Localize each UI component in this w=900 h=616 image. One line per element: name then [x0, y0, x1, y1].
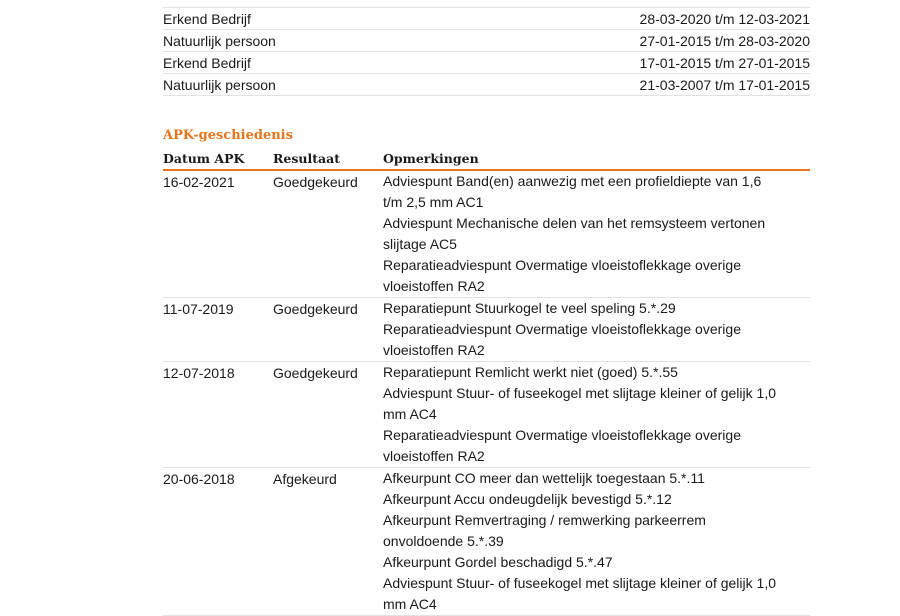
apk-history-table [163, 148, 810, 616]
apk-row [163, 362, 810, 468]
owner-history-list [163, 0, 810, 96]
owner-period: 28-03-2020 t/m 12-03-2021 [639, 10, 810, 27]
apk-remarks [383, 468, 810, 615]
apk-row [163, 171, 810, 298]
owner-row [163, 0, 810, 8]
apk-result: Afgekeurd [273, 471, 337, 487]
owner-type: Natuurlijk persoon [163, 76, 276, 93]
owner-row [163, 30, 810, 52]
apk-table-header [163, 148, 810, 171]
owner-period: 17-01-2015 t/m 27-01-2015 [639, 54, 810, 71]
remark: Reparatiepunt Stuurkogel te veel speling 5.*.29 [383, 300, 676, 316]
apk-section-title: APK-geschiedenis [163, 128, 293, 143]
apk-result: Goedgekeurd [273, 174, 358, 190]
owner-row [163, 74, 810, 96]
remark: Reparatiepunt Remlicht werkt niet (goed) 5.*.55 [383, 364, 678, 380]
remark: Reparatieadviespunt Overmatige vloeistoflekkage overige vloeistoffen RA2 [383, 427, 741, 464]
remark: Adviespunt Band(en) aanwezig met een profieldiepte van 1,6 t/m 2,5 mm AC1 [383, 173, 762, 210]
owner-period: 27-01-2015 t/m 28-03-2020 [639, 32, 810, 49]
apk-remarks [383, 171, 810, 297]
apk-date: 20-06-2018 [163, 471, 235, 487]
owner-row [163, 52, 810, 74]
apk-row [163, 298, 810, 362]
remark: Afkeurpunt Accu ondeugdelijk bevestigd 5.*.12 [383, 491, 672, 507]
apk-remarks [383, 362, 810, 467]
apk-row [163, 468, 810, 616]
remark: Adviespunt Stuur- of fuseekogel met slijtage kleiner of gelijk 1,0 mm AC4 [383, 575, 776, 612]
remark: Reparatieadviespunt Overmatige vloeistoflekkage overige vloeistoffen RA2 [383, 257, 741, 294]
owner-row [163, 8, 810, 30]
apk-date: 12-07-2018 [163, 365, 235, 381]
owner-period: 21-03-2007 t/m 17-01-2015 [639, 76, 810, 93]
apk-remarks [383, 298, 810, 361]
remark: Afkeurpunt Gordel beschadigd 5.*.47 [383, 554, 613, 570]
apk-result: Goedgekeurd [273, 301, 358, 317]
header-result: Resultaat [273, 151, 340, 166]
owner-type: Erkend Bedrijf [163, 10, 251, 27]
apk-result: Goedgekeurd [273, 365, 358, 381]
apk-date: 16-02-2021 [163, 174, 235, 190]
remark: Afkeurpunt CO meer dan wettelijk toegestaan 5.*.11 [383, 470, 705, 486]
remark: Adviespunt Mechanische delen van het remsysteem vertonen slijtage AC5 [383, 215, 766, 252]
header-date: Datum APK [163, 151, 245, 166]
apk-date: 11-07-2019 [163, 301, 234, 317]
header-remarks: Opmerkingen [383, 151, 479, 166]
remark: Reparatieadviespunt Overmatige vloeistoflekkage overige vloeistoffen RA2 [383, 321, 741, 358]
remark: Afkeurpunt Remvertraging / remwerking parkeerrem onvoldoende 5.*.39 [383, 512, 706, 549]
owner-type: Erkend Bedrijf [163, 54, 251, 71]
owner-type: Natuurlijk persoon [163, 32, 276, 49]
remark: Adviespunt Stuur- of fuseekogel met slijtage kleiner of gelijk 1,0 mm AC4 [383, 385, 776, 422]
